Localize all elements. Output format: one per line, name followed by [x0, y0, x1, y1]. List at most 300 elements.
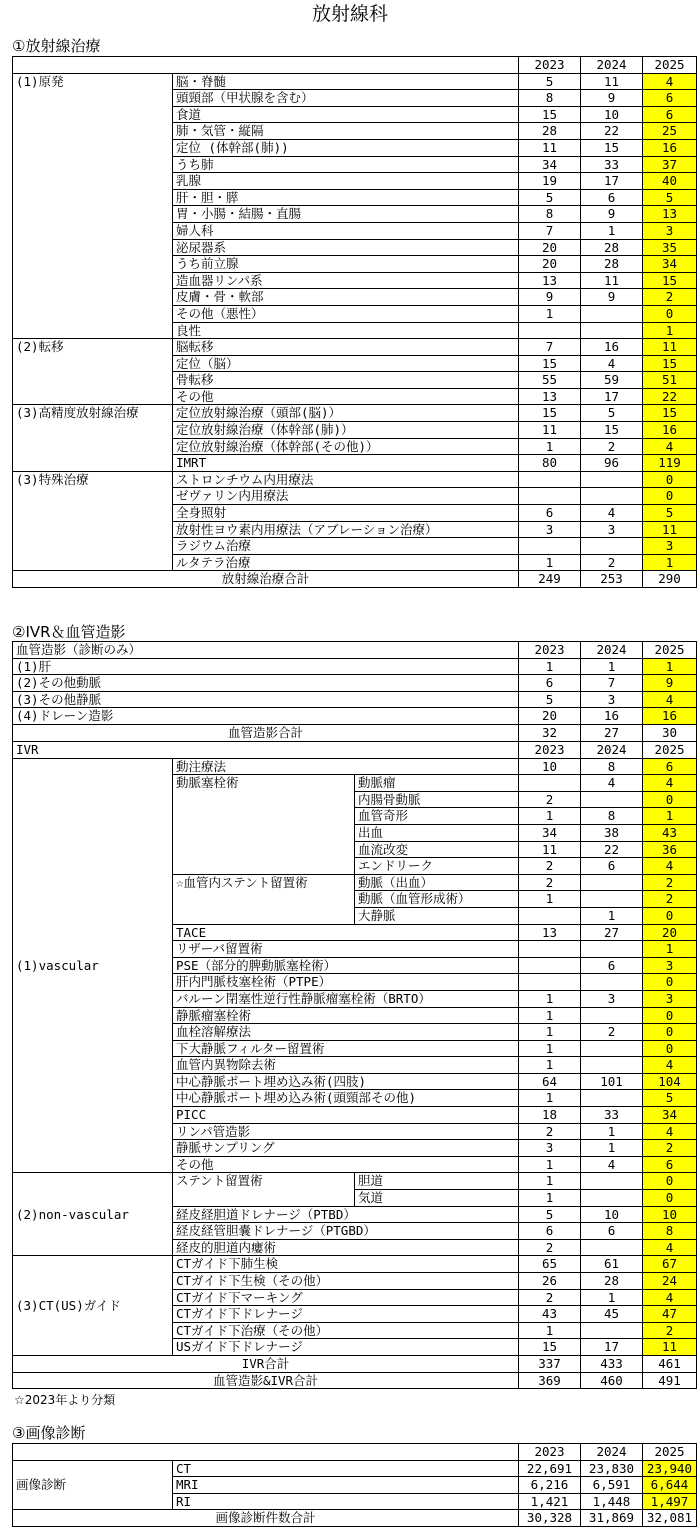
value-cell [581, 471, 643, 488]
value-cell: 18 [519, 1107, 581, 1124]
total-label: 血管造影&IVR合計 [13, 1372, 519, 1389]
value-cell: 2 [519, 1239, 581, 1256]
procedure-label: リンパ管造影 [173, 1123, 519, 1140]
value-cell: 2 [581, 554, 643, 571]
value-cell [581, 891, 643, 908]
table-row [13, 691, 697, 708]
value-cell: 6 [643, 90, 697, 107]
year-header: 2023 [519, 57, 581, 74]
procedure-label: 動注療法 [173, 758, 519, 775]
table-row [13, 758, 697, 775]
value-cell [519, 775, 581, 792]
value-cell: 1 [643, 658, 697, 675]
total-row [13, 1355, 697, 1372]
value-cell: 3 [643, 990, 697, 1007]
category-label: (3)CT(US)ガイド [13, 1256, 173, 1356]
row-label: 定位放射線治療（体幹部(その他)） [173, 438, 519, 455]
value-cell: 8 [643, 1223, 697, 1240]
value-cell [581, 1322, 643, 1339]
value-cell: 1,421 [519, 1493, 581, 1510]
value-cell: 23,830 [581, 1460, 643, 1477]
value-cell: 37 [643, 156, 697, 173]
row-label: 胃・小腸・結腸・直腸 [173, 206, 519, 223]
value-cell [581, 538, 643, 555]
value-cell: 16 [643, 422, 697, 439]
value-cell [581, 1239, 643, 1256]
value-cell: 4 [581, 355, 643, 372]
value-cell: 34 [519, 156, 581, 173]
sub-procedure-label: 出血 [355, 824, 519, 841]
year-header-row [13, 1444, 697, 1461]
value-cell: 11 [581, 73, 643, 90]
row-label: (3)その他静脈 [13, 691, 519, 708]
value-cell: 4 [643, 73, 697, 90]
value-cell [581, 1173, 643, 1190]
value-cell: 6,216 [519, 1477, 581, 1494]
table-row [13, 1173, 697, 1190]
value-cell: 1 [519, 1156, 581, 1173]
value-cell: 15 [643, 405, 697, 422]
procedure-label: CTガイド下治療（その他） [173, 1322, 519, 1339]
value-cell: 17 [581, 388, 643, 405]
row-label: うち肺 [173, 156, 519, 173]
procedure-label: CTガイド下肺生検 [173, 1256, 519, 1273]
value-cell: 65 [519, 1256, 581, 1273]
row-label: うち前立腺 [173, 256, 519, 273]
value-cell: 0 [643, 1173, 697, 1190]
total-label: 放射線治療合計 [13, 571, 519, 588]
row-label: IMRT [173, 455, 519, 472]
value-cell [581, 1057, 643, 1074]
value-cell: 9 [519, 289, 581, 306]
blank-cell [13, 1444, 519, 1461]
value-cell: 64 [519, 1073, 581, 1090]
group-label: (2)転移 [13, 339, 173, 405]
value-cell: 1 [519, 305, 581, 322]
value-cell: 0 [643, 791, 697, 808]
procedure-label: 経皮経管胆嚢ドレナージ（PTGBD） [173, 1223, 519, 1240]
total-row [13, 724, 697, 741]
procedure-label: 中心静脈ポート埋め込み術(四肢) [173, 1073, 519, 1090]
value-cell: 8 [581, 758, 643, 775]
row-label: 全身照射 [173, 505, 519, 522]
blank-cell [13, 57, 519, 74]
procedure-label: CTガイド下生検（その他） [173, 1273, 519, 1290]
value-cell: 0 [643, 1007, 697, 1024]
row-label: ゼヴァリン内用療法 [173, 488, 519, 505]
value-cell: 0 [643, 305, 697, 322]
year-header: 2024 [581, 642, 643, 659]
value-cell: 22 [643, 388, 697, 405]
table-row [13, 708, 697, 725]
value-cell: 2 [643, 874, 697, 891]
value-cell: 10 [581, 106, 643, 123]
value-cell: 1,497 [643, 1493, 697, 1510]
value-cell: 3 [581, 691, 643, 708]
value-cell: 28 [581, 256, 643, 273]
value-cell [519, 974, 581, 991]
value-cell: 4 [643, 1239, 697, 1256]
value-cell [581, 1007, 643, 1024]
value-cell: 5 [519, 691, 581, 708]
year-header: 2025 [643, 57, 697, 74]
procedure-label: 経皮経胆道ドレナージ（PTBD） [173, 1206, 519, 1223]
row-label: (1)肝 [13, 658, 519, 675]
total-value: 249 [519, 571, 581, 588]
value-cell: 35 [643, 239, 697, 256]
total-value: 461 [643, 1355, 697, 1372]
value-cell: 5 [643, 505, 697, 522]
value-cell: 9 [581, 289, 643, 306]
procedure-label: 下大静脈フィルター留置術 [173, 1040, 519, 1057]
value-cell: 38 [581, 824, 643, 841]
value-cell: 67 [643, 1256, 697, 1273]
value-cell: 10 [643, 1206, 697, 1223]
total-value: 30 [643, 724, 697, 741]
value-cell: 1 [581, 222, 643, 239]
sub-procedure-label: 大静脈 [355, 907, 519, 924]
value-cell: 4 [581, 1156, 643, 1173]
sub-procedure-label: 血管奇形 [355, 808, 519, 825]
value-cell [519, 907, 581, 924]
value-cell: 1 [581, 1289, 643, 1306]
value-cell: 28 [581, 239, 643, 256]
row-label: 放射性ヨウ素内用療法（アブレーション治療） [173, 521, 519, 538]
procedure-label: 静脈瘤塞栓術 [173, 1007, 519, 1024]
value-cell: 5 [643, 189, 697, 206]
value-cell: 6 [581, 1223, 643, 1240]
procedure-label: 中心静脈ポート埋め込み術(頭頸部その他) [173, 1090, 519, 1107]
value-cell: 3 [519, 1140, 581, 1157]
value-cell: 15 [519, 405, 581, 422]
value-cell: 15 [519, 1339, 581, 1356]
value-cell: 15 [581, 422, 643, 439]
value-cell: 0 [643, 488, 697, 505]
value-cell: 33 [581, 156, 643, 173]
value-cell: 22 [581, 123, 643, 140]
value-cell: 1 [581, 658, 643, 675]
value-cell: 61 [581, 1256, 643, 1273]
year-header-row [13, 57, 697, 74]
procedure-label: ☆血管内ステント留置術 [173, 874, 355, 924]
value-cell: 23,940 [643, 1460, 697, 1477]
value-cell: 3 [643, 538, 697, 555]
value-cell: 6 [643, 1156, 697, 1173]
row-label: CT [173, 1460, 519, 1477]
value-cell: 4 [643, 438, 697, 455]
row-label: ストロンチウム内用療法 [173, 471, 519, 488]
row-label: (2)その他動脈 [13, 675, 519, 692]
row-label: その他 [173, 388, 519, 405]
year-header: 2024 [581, 742, 643, 759]
value-cell: 20 [519, 256, 581, 273]
procedure-label: 血栓溶解療法 [173, 1024, 519, 1041]
row-label: (4)ドレーン造影 [13, 708, 519, 725]
total-label: 画像診断件数合計 [13, 1510, 519, 1527]
value-cell: 2 [643, 891, 697, 908]
value-cell: 20 [519, 708, 581, 725]
value-cell: 11 [643, 339, 697, 356]
value-cell: 24 [643, 1273, 697, 1290]
value-cell: 20 [519, 239, 581, 256]
value-cell: 1,448 [581, 1493, 643, 1510]
value-cell: 6 [643, 106, 697, 123]
value-cell: 1 [519, 1007, 581, 1024]
value-cell: 15 [643, 355, 697, 372]
total-value: 253 [581, 571, 643, 588]
year-header-row [13, 642, 697, 659]
value-cell: 13 [519, 388, 581, 405]
year-header: 2023 [519, 742, 581, 759]
sub-procedure-label: 胆道 [355, 1173, 519, 1190]
value-cell: 33 [581, 1107, 643, 1124]
total-value: 433 [581, 1355, 643, 1372]
value-cell: 2 [643, 1140, 697, 1157]
value-cell [581, 1190, 643, 1207]
procedure-label: 静脈サンプリング [173, 1140, 519, 1157]
value-cell: 55 [519, 372, 581, 389]
value-cell: 6 [581, 189, 643, 206]
value-cell: 1 [643, 808, 697, 825]
group-label: (3)特殊治療 [13, 471, 173, 571]
value-cell: 3 [643, 957, 697, 974]
value-cell: 43 [643, 824, 697, 841]
value-cell: 59 [581, 372, 643, 389]
row-label: 肺・気管・縦隔 [173, 123, 519, 140]
row-label: ルタテラ治療 [173, 554, 519, 571]
total-label: IVR合計 [13, 1355, 519, 1372]
group-label: 画像診断 [13, 1460, 173, 1510]
total-value: 32,081 [643, 1510, 697, 1527]
value-cell: 6,591 [581, 1477, 643, 1494]
row-label: 皮膚・骨・軟部 [173, 289, 519, 306]
procedure-label: CTガイド下マーキング [173, 1289, 519, 1306]
value-cell: 1 [519, 1024, 581, 1041]
value-cell: 19 [519, 173, 581, 190]
value-cell: 34 [643, 1107, 697, 1124]
value-cell: 1 [519, 808, 581, 825]
value-cell: 34 [643, 256, 697, 273]
row-label: MRI [173, 1477, 519, 1494]
row-label: 良性 [173, 322, 519, 339]
row-label: ラジウム治療 [173, 538, 519, 555]
value-cell: 1 [519, 1190, 581, 1207]
year-header-row [13, 742, 697, 759]
value-cell: 1 [519, 1040, 581, 1057]
value-cell: 7 [519, 339, 581, 356]
value-cell: 6 [519, 1223, 581, 1240]
sub-procedure-label: 動脈（血管形成術） [355, 891, 519, 908]
value-cell: 8 [519, 90, 581, 107]
value-cell: 7 [519, 222, 581, 239]
procedure-label: バルーン閉塞性逆行性静脈瘤塞栓術（BRTO） [173, 990, 519, 1007]
value-cell: 36 [643, 841, 697, 858]
procedure-label: その他 [173, 1156, 519, 1173]
category-label: (2)non-vascular [13, 1173, 173, 1256]
value-cell: 17 [581, 1339, 643, 1356]
row-label: 定位放射線治療（頭部(脳)） [173, 405, 519, 422]
value-cell: 1 [581, 907, 643, 924]
value-cell: 10 [519, 758, 581, 775]
table-row [13, 675, 697, 692]
sub-procedure-label: 血流改変 [355, 841, 519, 858]
value-cell [581, 1040, 643, 1057]
row-label: その他（悪性） [173, 305, 519, 322]
value-cell: 4 [643, 691, 697, 708]
value-cell: 1 [519, 891, 581, 908]
total-row [13, 1510, 697, 1527]
value-cell: 47 [643, 1306, 697, 1323]
procedure-label: USガイド下ドレナージ [173, 1339, 519, 1356]
value-cell: 5 [643, 1090, 697, 1107]
classification-note: ☆2023年より分類 [14, 1393, 116, 1407]
value-cell: 96 [581, 455, 643, 472]
value-cell: 5 [519, 1206, 581, 1223]
value-cell [519, 538, 581, 555]
value-cell [581, 488, 643, 505]
value-cell: 0 [643, 1024, 697, 1041]
value-cell: 6 [519, 675, 581, 692]
sub-procedure-label: 動脈（出血） [355, 874, 519, 891]
procedure-label: 肝内門脈枝塞栓術（PTPE） [173, 974, 519, 991]
procedure-label: CTガイド下ドレナージ [173, 1306, 519, 1323]
value-cell: 9 [581, 206, 643, 223]
value-cell: 0 [643, 1190, 697, 1207]
value-cell [581, 791, 643, 808]
value-cell: 8 [581, 808, 643, 825]
value-cell: 1 [519, 1173, 581, 1190]
value-cell: 104 [643, 1073, 697, 1090]
total-row [13, 571, 697, 588]
value-cell: 15 [643, 272, 697, 289]
value-cell: 10 [581, 1206, 643, 1223]
table-row [13, 1256, 697, 1273]
value-cell: 1 [519, 1322, 581, 1339]
value-cell: 3 [581, 990, 643, 1007]
value-cell: 2 [643, 1322, 697, 1339]
sub-procedure-label: 動脈瘤 [355, 775, 519, 792]
value-cell: 4 [581, 775, 643, 792]
procedure-label: 血管内異物除去術 [173, 1057, 519, 1074]
value-cell: 22 [581, 841, 643, 858]
value-cell: 101 [581, 1073, 643, 1090]
row-label: 婦人科 [173, 222, 519, 239]
value-cell: 11 [519, 841, 581, 858]
row-label: 定位（脳） [173, 355, 519, 372]
year-header: 2025 [643, 742, 697, 759]
value-cell: 1 [643, 941, 697, 958]
value-cell: 1 [643, 554, 697, 571]
value-cell: 2 [519, 1289, 581, 1306]
procedure-label: PSE（部分的脾動脈塞栓術） [173, 957, 519, 974]
table-row [13, 658, 697, 675]
value-cell: 4 [643, 1289, 697, 1306]
value-cell: 6 [643, 758, 697, 775]
value-cell: 51 [643, 372, 697, 389]
section-heading-radiotherapy: ①放射線治療 [12, 37, 101, 55]
value-cell: 13 [519, 272, 581, 289]
value-cell: 34 [519, 824, 581, 841]
procedure-label: 経皮的胆道内瘻術 [173, 1239, 519, 1256]
procedure-label: TACE [173, 924, 519, 941]
value-cell: 40 [643, 173, 697, 190]
page-title: 放射線科 [311, 3, 388, 25]
imaging-table [12, 1443, 697, 1527]
procedure-label: ステント留置術 [173, 1173, 355, 1206]
value-cell: 1 [581, 1123, 643, 1140]
value-cell: 0 [643, 907, 697, 924]
value-cell: 11 [581, 272, 643, 289]
angiography-table [12, 641, 697, 742]
value-cell [581, 874, 643, 891]
value-cell: 4 [581, 505, 643, 522]
table-row [13, 1460, 697, 1477]
value-cell: 4 [643, 858, 697, 875]
value-cell: 7 [581, 675, 643, 692]
angio-header-label: 血管造影（診断のみ） [13, 642, 519, 659]
value-cell: 0 [643, 974, 697, 991]
value-cell: 4 [643, 1123, 697, 1140]
total-value: 491 [643, 1372, 697, 1389]
value-cell [519, 488, 581, 505]
value-cell: 9 [581, 90, 643, 107]
value-cell: 11 [643, 1339, 697, 1356]
table-row [13, 405, 697, 422]
category-label: (1)vascular [13, 758, 173, 1173]
row-label: 頭頸部（甲状腺を含む） [173, 90, 519, 107]
value-cell: 2 [643, 289, 697, 306]
value-cell: 1 [519, 1090, 581, 1107]
value-cell: 2 [519, 791, 581, 808]
value-cell: 2 [581, 438, 643, 455]
value-cell: 6 [519, 505, 581, 522]
value-cell: 5 [519, 73, 581, 90]
year-header: 2023 [519, 642, 581, 659]
row-label: 造血器リンパ系 [173, 272, 519, 289]
value-cell: 13 [643, 206, 697, 223]
group-label: (3)高精度放射線治療 [13, 405, 173, 471]
value-cell: 15 [519, 355, 581, 372]
value-cell: 6,644 [643, 1477, 697, 1494]
row-label: 泌尿器系 [173, 239, 519, 256]
value-cell: 16 [581, 708, 643, 725]
value-cell: 119 [643, 455, 697, 472]
value-cell [519, 957, 581, 974]
value-cell: 22,691 [519, 1460, 581, 1477]
value-cell: 4 [643, 1057, 697, 1074]
grand-total-row [13, 1372, 697, 1389]
value-cell [581, 305, 643, 322]
value-cell: 27 [581, 924, 643, 941]
procedure-label: リザーバ留置術 [173, 941, 519, 958]
section-heading-ivr: ②IVR＆血管造影 [12, 623, 126, 641]
value-cell: 28 [581, 1273, 643, 1290]
table-row [13, 73, 697, 90]
row-label: 乳腺 [173, 173, 519, 190]
value-cell: 6 [581, 957, 643, 974]
row-label: 定位 (体幹部(肺)) [173, 139, 519, 156]
total-value: 30,328 [519, 1510, 581, 1527]
total-label: 血管造影合計 [13, 724, 519, 741]
ivr-table [12, 741, 697, 1389]
value-cell: 1 [581, 1140, 643, 1157]
value-cell: 13 [519, 924, 581, 941]
value-cell: 11 [519, 422, 581, 439]
table-row [13, 471, 697, 488]
value-cell: 17 [581, 173, 643, 190]
value-cell: 11 [519, 139, 581, 156]
value-cell: 1 [519, 990, 581, 1007]
